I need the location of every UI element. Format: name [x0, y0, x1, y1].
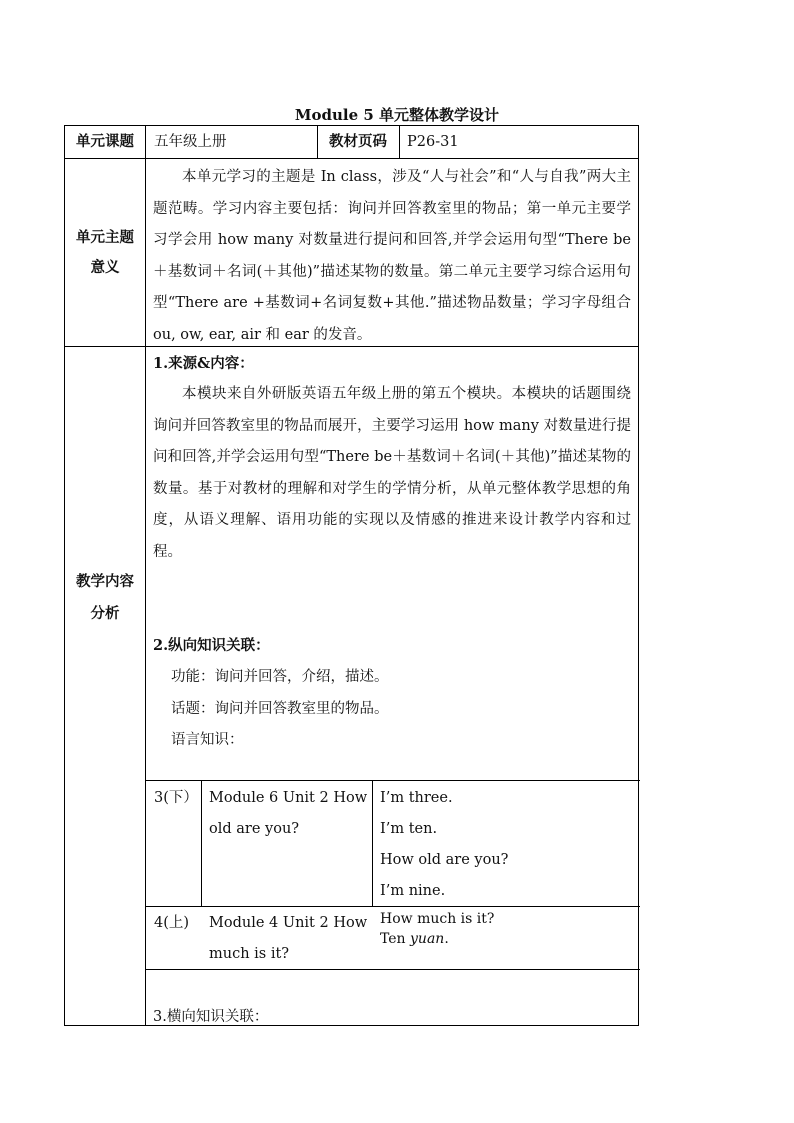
subtable-column-divider: [372, 781, 373, 907]
sentence-cell: [380, 783, 508, 907]
unit-line: Module 6 Unit 2 How: [209, 790, 368, 806]
grade-cell: 4(上): [154, 915, 190, 931]
sentence-line: How much is it?: [380, 911, 495, 927]
section-horizontal-heading: 3.横向知识关联：: [153, 1009, 269, 1025]
page-number-value: P26-31: [407, 134, 459, 150]
unit-cell: [209, 783, 367, 845]
sentence-prefix: Ten: [380, 931, 411, 947]
theme-meaning-label-line2: 意义: [90, 260, 120, 276]
sentence-line: I’m ten.: [380, 821, 438, 837]
unit-title-value: 五年级上册: [154, 134, 227, 150]
sentence-line: [380, 929, 494, 949]
unit-title-label: 单元课题: [76, 134, 134, 150]
sentence-suffix: .: [444, 931, 449, 947]
knowledge-subtable: [145, 780, 640, 970]
column-divider: [399, 126, 400, 158]
sentence-italic-word: yuan: [410, 931, 445, 947]
sentence-line: I’m nine.: [380, 883, 446, 899]
subtable-column-divider: [201, 781, 202, 907]
section-vertical-heading: 2.纵向知识关联：: [153, 637, 270, 654]
lesson-plan-table: [64, 125, 639, 1026]
content-analysis-label-line2: 分析: [90, 606, 120, 622]
page-number-label: 教材页码: [329, 134, 387, 150]
unit-cell: [209, 908, 367, 970]
sentence-line: How old are you?: [380, 852, 509, 868]
grade-cell: 3(下）: [154, 790, 198, 806]
section-source-text: 本模块来自外研版英语五年级上册的第五个模块。本模块的话题围绕询问并回答教室里的物品而展开，主要学习运用 how many 对数量进行提问和回答,并学会运用句型“There be＋基数词＋名词(＋其他)”描述某物的数量。基于对教材的理解和对学生的学情分析，从单元整体教学思想的角度，从语义理解、语用功能的实现以及情感的推进来设计教学内容和过程。: [153, 386, 631, 560]
theme-meaning-label: [65, 223, 145, 283]
theme-meaning-text: 本单元学习的主题是 In class，涉及“人与社会”和“人与自我”两大主题范畴。学习内容主要包括：询问并回答教室里的物品；第一单元主要学习学会用 how many 对数量进行提问和回答,并学会运用句型“There be＋基数词＋名词(＋其他)”描述某物的数量。第二单元主要学习综合运用句型“There are +基数词+名词复数+其他.”描述物品数量；学习字母组合 ou, ow, ear, air 和 ear 的发音。: [153, 169, 631, 343]
unit-line: Module 4 Unit 2 How: [209, 915, 368, 931]
content-analysis-label-line1: 教学内容: [76, 574, 134, 590]
unit-line: old are you?: [209, 821, 300, 837]
topic-line: 话题：询问并回答教室里的物品。: [171, 701, 389, 717]
language-line: 语言知识：: [171, 732, 244, 748]
page-title: Module 5 单元整体教学设计: [294, 106, 500, 124]
sentence-cell: [380, 909, 494, 949]
function-line: 功能：询问并回答，介绍，描述。: [171, 669, 389, 685]
unit-line: much is it?: [209, 946, 290, 962]
row-divider: [65, 158, 638, 159]
sentence-line: I’m three.: [380, 790, 453, 806]
theme-meaning-label-line1: 单元主题: [76, 230, 134, 246]
section-source-heading: 1.来源&内容：: [153, 355, 254, 372]
content-analysis-label: [65, 566, 145, 630]
